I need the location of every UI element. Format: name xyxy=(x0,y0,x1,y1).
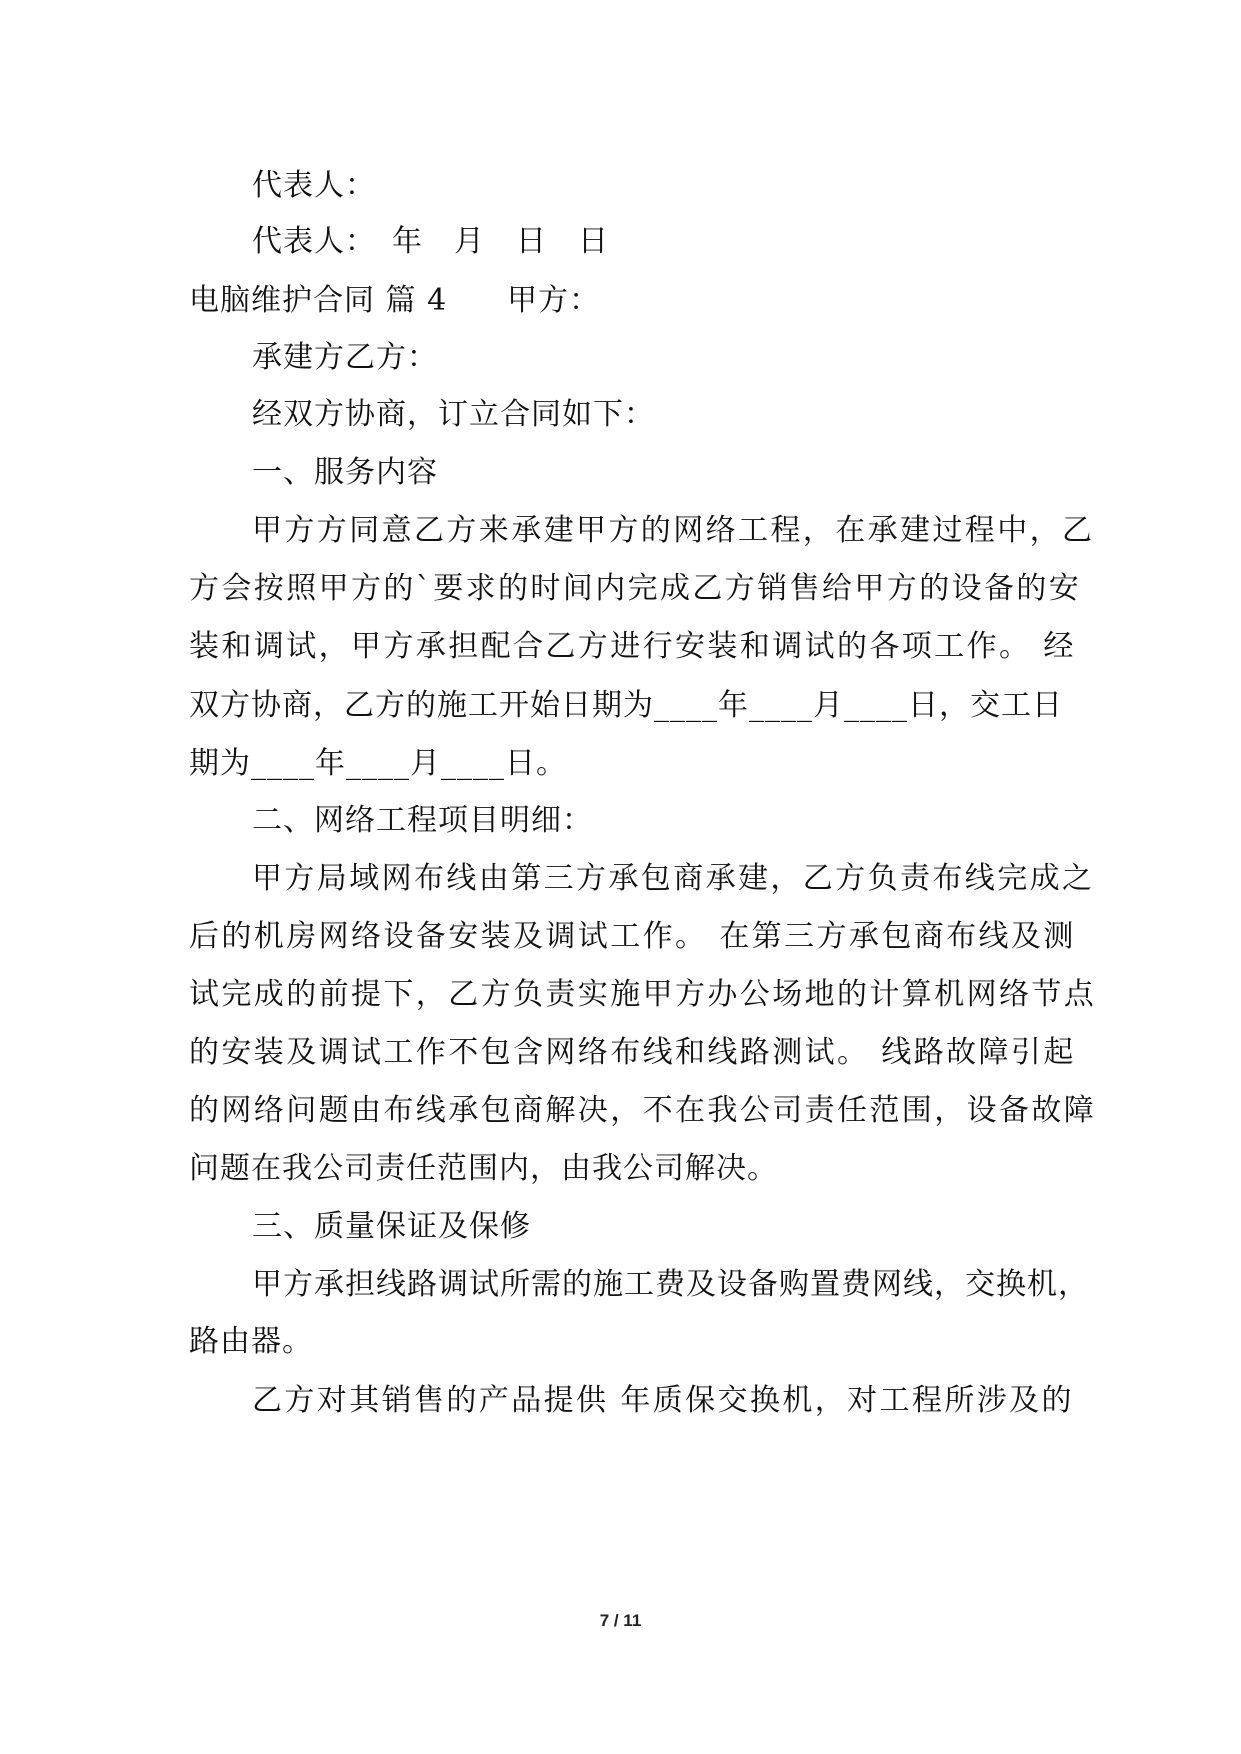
text-line: 甲方方同意乙方来承建甲方的网络工程，在承建过程中，乙 xyxy=(252,513,1095,548)
text-line: 代表人： 年 月 日 日 xyxy=(252,224,609,259)
section-heading-line xyxy=(189,281,600,321)
text-line: 代表人： xyxy=(252,168,376,203)
text-line: 问题在我公司责任范围内，由我公司解决。 xyxy=(189,1151,778,1186)
text-line: 的安装及调试工作不包含网络布线和线路测试。 线路故障引起 xyxy=(189,1035,1076,1070)
text-line: 路由器。 xyxy=(189,1324,313,1359)
text-line: 乙方对其销售的产品提供 年质保交换机，对工程所涉及的 xyxy=(252,1383,1074,1418)
text-line: 甲方局域网布线由第三方承包商承建，乙方负责布线完成之 xyxy=(252,861,1095,896)
text-line: 经双方协商，订立合同如下： xyxy=(252,397,655,432)
contract-title: 电脑维护合同 篇 4 xyxy=(189,283,448,318)
text-line: 装和调试，甲方承担配合乙方进行安装和调试的各项工作。 经 xyxy=(189,629,1076,664)
text-line: 承建方乙方： xyxy=(252,340,438,375)
text-line: 甲方承担线路调试所需的施工费及设备购置费网线，交换机， xyxy=(252,1267,1089,1302)
text-line: 双方协商，乙方的施工开始日期为____年____月____日，交工日 xyxy=(189,688,1063,723)
section-heading: 一、服务内容 xyxy=(252,455,438,490)
section-heading: 二、网络工程项目明细： xyxy=(252,803,593,838)
text-line: 后的机房网络设备安装及调试工作。 在第三方承包商布线及测 xyxy=(189,919,1076,954)
text-line: 方会按照甲方的`要求的时间内完成乙方销售给甲方的设备的安 xyxy=(189,571,1082,606)
text-line: 期为____年____月____日。 xyxy=(189,746,567,781)
text-line: 的网络问题由布线承包商解决，不在我公司责任范围，设备故障 xyxy=(189,1093,1097,1128)
section-heading: 三、质量保证及保修 xyxy=(252,1209,531,1244)
text-line: 试完成的前提下，乙方负责实施甲方办公场地的计算机网络节点 xyxy=(189,977,1097,1012)
party-a-label: 甲方： xyxy=(507,283,601,318)
page-number: 7 / 11 xyxy=(599,1611,642,1630)
